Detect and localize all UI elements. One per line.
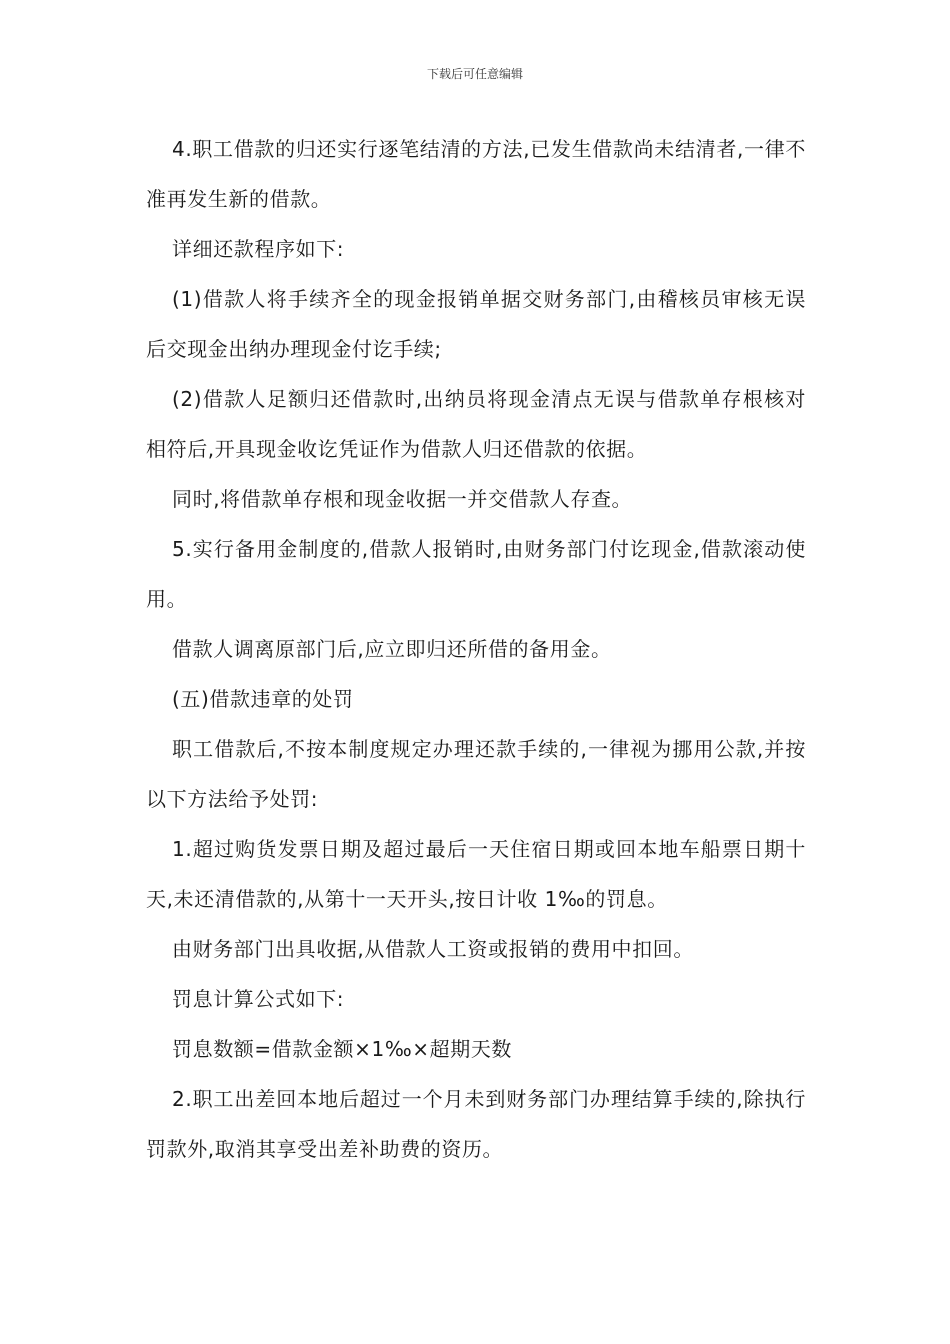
paragraph-step-1: (1)借款人将手续齐全的现金报销单据交财务部门,由稽核员审核无误后交现金出纳办理现金付讫手续; xyxy=(146,287,806,361)
paragraph-receipt-note: 同时,将借款单存根和现金收据一并交借款人存查。 xyxy=(172,487,633,511)
paragraph-repayment-rule: 4.职工借款的归还实行逐笔结清的方法,已发生借款尚未结清者,一律不准再发生新的借款。 xyxy=(146,137,806,211)
document-body xyxy=(146,124,806,1174)
paragraph-petty-cash: 5.实行备用金制度的,借款人报销时,由财务部门付讫现金,借款滚动使用。 xyxy=(146,537,806,611)
section-heading-penalties: (五)借款违章的处罚 xyxy=(172,687,354,711)
paragraph-formula: 罚息数额=借款金额×1‰×超期天数 xyxy=(172,1037,513,1061)
paragraph-penalty-intro: 职工借款后,不按本制度规定办理还款手续的,一律视为挪用公款,并按以下方法给予处罚: xyxy=(146,737,806,811)
paragraph-transfer-return: 借款人调离原部门后,应立即归还所借的备用金。 xyxy=(172,637,612,661)
paragraph-penalty-1: 1.超过购货发票日期及超过最后一天住宿日期或回本地车船票日期十天,未还清借款的,从第十一天开头,按日计收 1‰的罚息。 xyxy=(146,837,806,911)
paragraph-formula-intro: 罚息计算公式如下: xyxy=(172,987,345,1011)
page-header: 下载后可任意编辑 xyxy=(426,67,523,81)
paragraph-deduction: 由财务部门出具收据,从借款人工资或报销的费用中扣回。 xyxy=(172,937,694,961)
paragraph-procedure-intro: 详细还款程序如下: xyxy=(172,237,345,261)
paragraph-step-2: (2)借款人足额归还借款时,出纳员将现金清点无误与借款单存根核对相符后,开具现金收讫凭证作为借款人归还借款的依据。 xyxy=(146,387,806,461)
paragraph-penalty-2: 2.职工出差回本地后超过一个月未到财务部门办理结算手续的,除执行罚款外,取消其享受出差补助费的资历。 xyxy=(146,1087,806,1161)
